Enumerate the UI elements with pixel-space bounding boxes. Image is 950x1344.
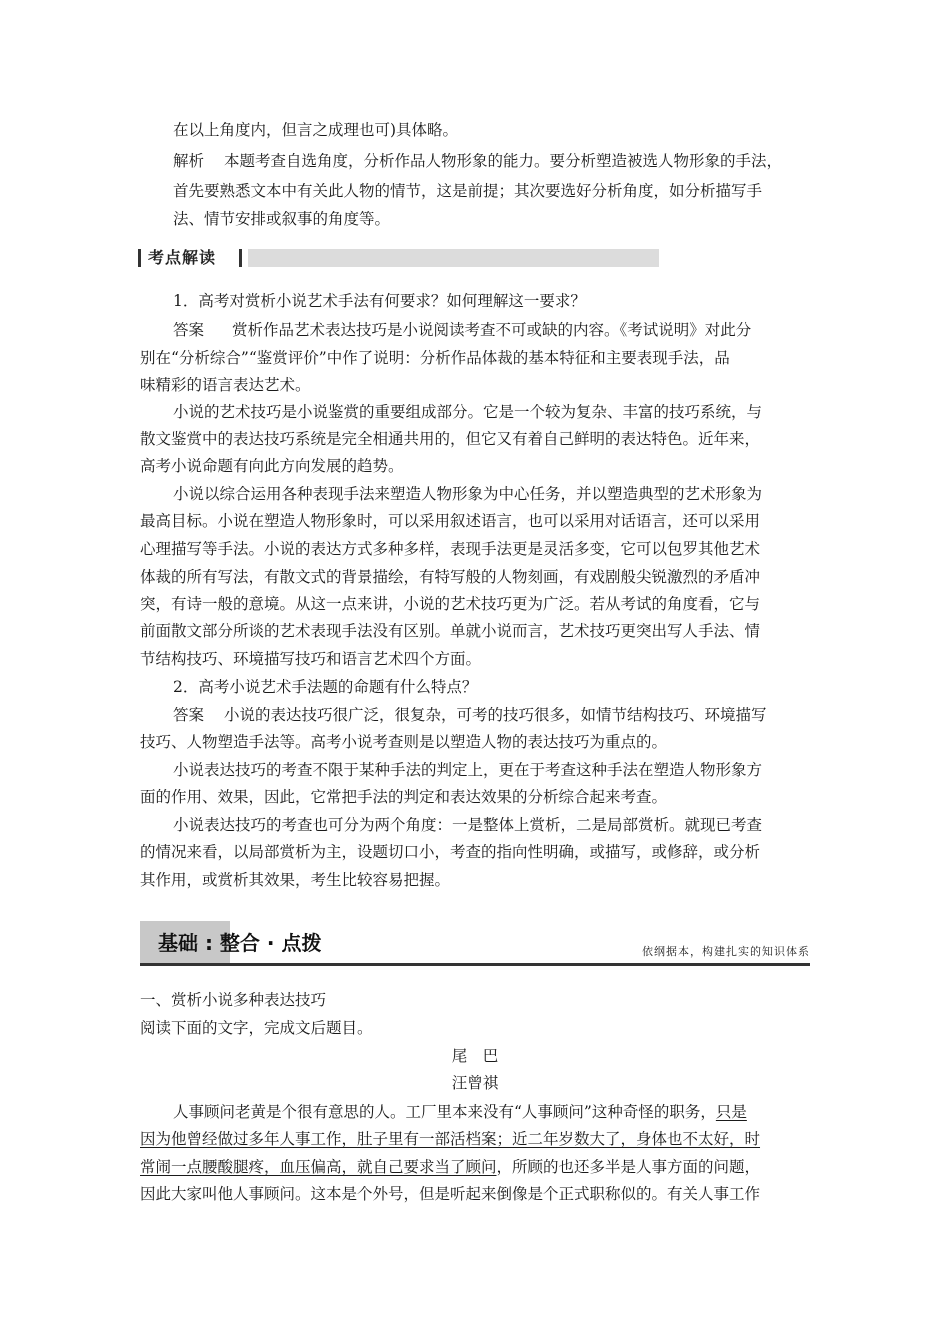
q2-answer-line-2: 技巧、人物塑造手法等。高考小说考查则是以塑造人物的表达技巧为重点的。 (140, 733, 668, 751)
analysis-line-3: 法、情节安排或叙事的角度等。 (173, 210, 391, 228)
story-author: 汪曾祺 (451, 1074, 499, 1092)
q2-paragraph-3-line-1: 小说表达技巧的考查也可分为两个角度：一是整体上赏析，二是局部赏析。就现已考查 (173, 816, 763, 834)
q1-answer-line-3: 味精彩的语言表达艺术。 (140, 376, 311, 394)
q1-paragraph-3-line-7: 节结构技巧、环境描写技巧和语言艺术四个方面。 (140, 650, 482, 668)
q1-paragraph-3-line-3: 心理描写等手法。小说的表达方式多种多样，表现手法更是灵活多变，它可以包罗其他艺术 (140, 540, 761, 558)
story-line-3-text: ，所顾的也还多半是人事方面的问题， (496, 1158, 761, 1176)
banner-subtitle: 依纲据本，构建扎实的知识体系 (642, 945, 810, 958)
q1-paragraph-2-line-3: 高考小说命题有向此方向发展的趋势。 (140, 457, 404, 475)
analysis-line-2: 首先要熟悉文本中有关此人物的情节，这是前提；其次要选好分析角度，如分析描写手 (173, 182, 763, 200)
section-title: 考点解读 (148, 248, 217, 267)
analysis-label: 解析 (173, 152, 205, 170)
q1-answer-line-1 (173, 319, 751, 341)
story-line-3 (140, 1156, 760, 1178)
answer-label: 答案 (173, 706, 205, 724)
q1-paragraph-2-line-2: 散文鉴赏中的表达技巧系统是完全相通共用的，但它又有着自己鲜明的表达特色。近年来， (140, 430, 761, 448)
q2-paragraph-2-line-1: 小说表达技巧的考查不限于某种手法的判定上，更在于考查这种手法在塑造人物形象方 (173, 761, 763, 779)
q1-question: 1．高考对赏析小说艺术手法有何要求？如何理解这一要求？ (173, 292, 586, 310)
section-header-kaodian (138, 247, 522, 269)
intro-line: 在以上角度内，但言之成理也可)具体略。 (173, 121, 459, 139)
story-line-3-underlined: 常闹一点腰酸腿疼，血压偏高，就自己要求当了顾问 (140, 1158, 497, 1176)
story-line-4: 因此大家叫他人事顾问。这本是个外号，但是听起来倒像是个正式职称似的。有关人事工作 (140, 1185, 761, 1203)
story-title: 尾 巴 (451, 1047, 499, 1065)
q2-answer-line-1 (173, 704, 767, 726)
q1-paragraph-3-line-1: 小说以综合运用各种表现手法来塑造人物形象为中心任务，并以塑造典型的艺术形象为 (173, 485, 763, 503)
q1-paragraph-2-line-1: 小说的艺术技巧是小说鉴赏的重要组成部分。它是一个较为复杂、丰富的技巧系统，与 (173, 403, 763, 421)
header-bar-right (239, 249, 242, 267)
q1-paragraph-3-line-6: 前面散文部分所谈的艺术表现手法没有区别。单就小说而言，艺术技巧更突出写人手法、情 (140, 622, 761, 640)
story-line-1-underlined: 只是 (715, 1103, 747, 1121)
q1-paragraph-3-line-4: 体裁的所有写法，有散文式的背景描绘，有特写般的人物刻画，有戏剧般尖锐激烈的矛盾冲 (140, 568, 761, 586)
q1-answer-text-1: 赏析作品艺术表达技巧是小说阅读考查不可或缺的内容。《考试说明》对此分 (232, 321, 752, 339)
analysis-text-1: 本题考查自选角度，分析作品人物形象的能力。要分析塑造被选人物形象的手法， (224, 152, 783, 170)
part1-heading: 一、赏析小说多种表达技巧 (140, 991, 327, 1009)
banner-rule (140, 963, 810, 966)
story-line-1 (173, 1101, 747, 1123)
analysis-line-1 (173, 150, 782, 172)
q2-paragraph-2-line-2: 面的作用、效果，因此，它常把手法的判定和表达效果的分析综合起来考查。 (140, 788, 668, 806)
q2-paragraph-3-line-3: 其作用，或赏析其效果，考生比较容易把握。 (140, 871, 451, 889)
q2-paragraph-3-line-2: 的情况来看，以局部赏析为主，设题切口小，考查的指向性明确，或描写，或修辞，或分析 (140, 843, 761, 861)
q2-answer-text-1: 小说的表达技巧很广泛，很复杂，可考的技巧很多，如情节结构技巧、环境描写 (224, 706, 767, 724)
q1-paragraph-3-line-2: 最高目标。小说在塑造人物形象时，可以采用叙述语言，也可以采用对话语言，还可以采用 (140, 512, 761, 530)
q1-paragraph-3-line-5: 突，有诗一般的意境。从这一点来讲，小说的艺术技巧更为广泛。若从考试的角度看，它与 (140, 595, 761, 613)
q1-answer-line-2: 别在“分析综合”“鉴赏评价”中作了说明：分析作品体裁的基本特征和主要表现手法，品 (140, 349, 730, 367)
banner-title: 基础 : 整合 · 点拨 (158, 931, 322, 955)
story-line-1-text: 人事顾问老黄是个很有意思的人。工厂里本来没有“人事顾问”这种奇怪的职务， (173, 1103, 716, 1121)
story-line-2: 因为他曾经做过多年人事工作，肚子里有一部活档案；近二年岁数大了，身体也不太好，时 (140, 1130, 761, 1148)
answer-label: 答案 (173, 321, 205, 339)
q2-question: 2．高考小说艺术手法题的命题有什么特点？ (173, 678, 478, 696)
section-banner (140, 921, 810, 967)
header-fill (248, 249, 659, 267)
part1-instruction: 阅读下面的文字，完成文后题目。 (140, 1019, 373, 1037)
header-bar-left (138, 249, 141, 267)
